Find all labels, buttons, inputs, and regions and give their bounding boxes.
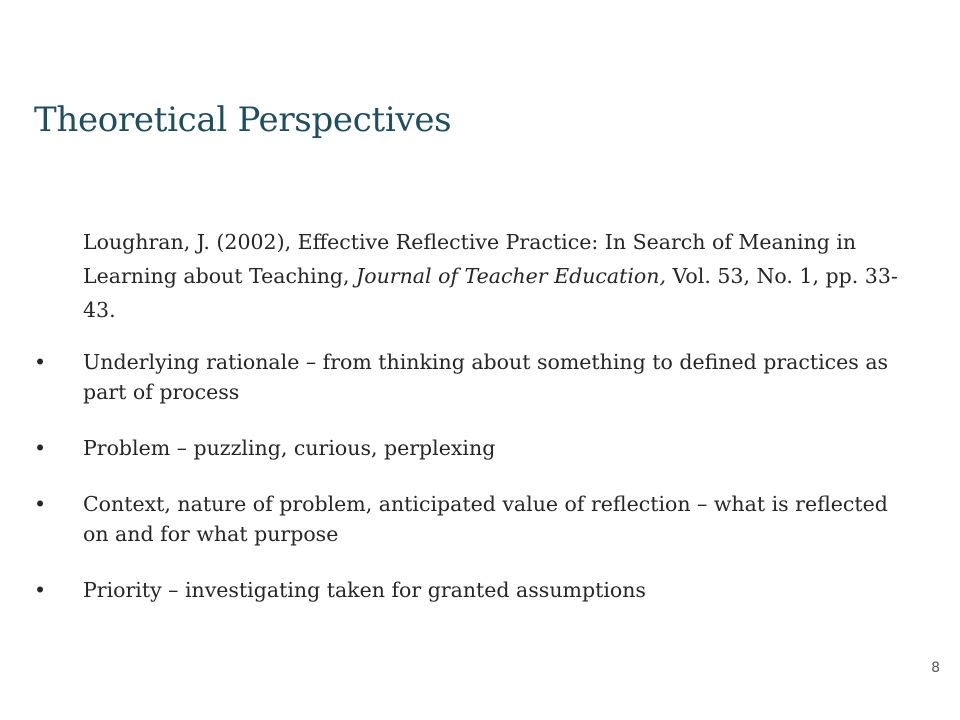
bullet-item (34, 347, 914, 407)
bullet-marker: • (34, 578, 47, 602)
bullet-item (34, 433, 914, 463)
bullet-marker: • (34, 436, 47, 460)
bullet-list (34, 347, 914, 631)
journal-name: Journal of Teacher Education, (356, 264, 666, 288)
bullet-text: Underlying rationale – from thinking about something to defined practices as part of process (83, 350, 889, 404)
bullet-item (34, 489, 914, 549)
page-number: 8 (931, 660, 940, 676)
reference-text: Loughran, J. (2002), Effective Reflective Practice: In Search of Meaning in Learning about Teaching, (83, 230, 857, 288)
reference-volume: Vol. 53, No. 1, pp. 33-43. (83, 264, 898, 322)
reference-citation (83, 225, 913, 327)
bullet-text: Problem – puzzling, curious, perplexing (83, 436, 496, 460)
bullet-text: Context, nature of problem, anticipated value of reflection – what is reflected on and for what purpose (83, 492, 888, 546)
bullet-item (34, 575, 914, 605)
slide-title: Theoretical Perspectives (34, 100, 452, 140)
bullet-marker: • (34, 350, 47, 374)
bullet-marker: • (34, 492, 47, 516)
bullet-text: Priority – investigating taken for granted assumptions (83, 578, 646, 602)
